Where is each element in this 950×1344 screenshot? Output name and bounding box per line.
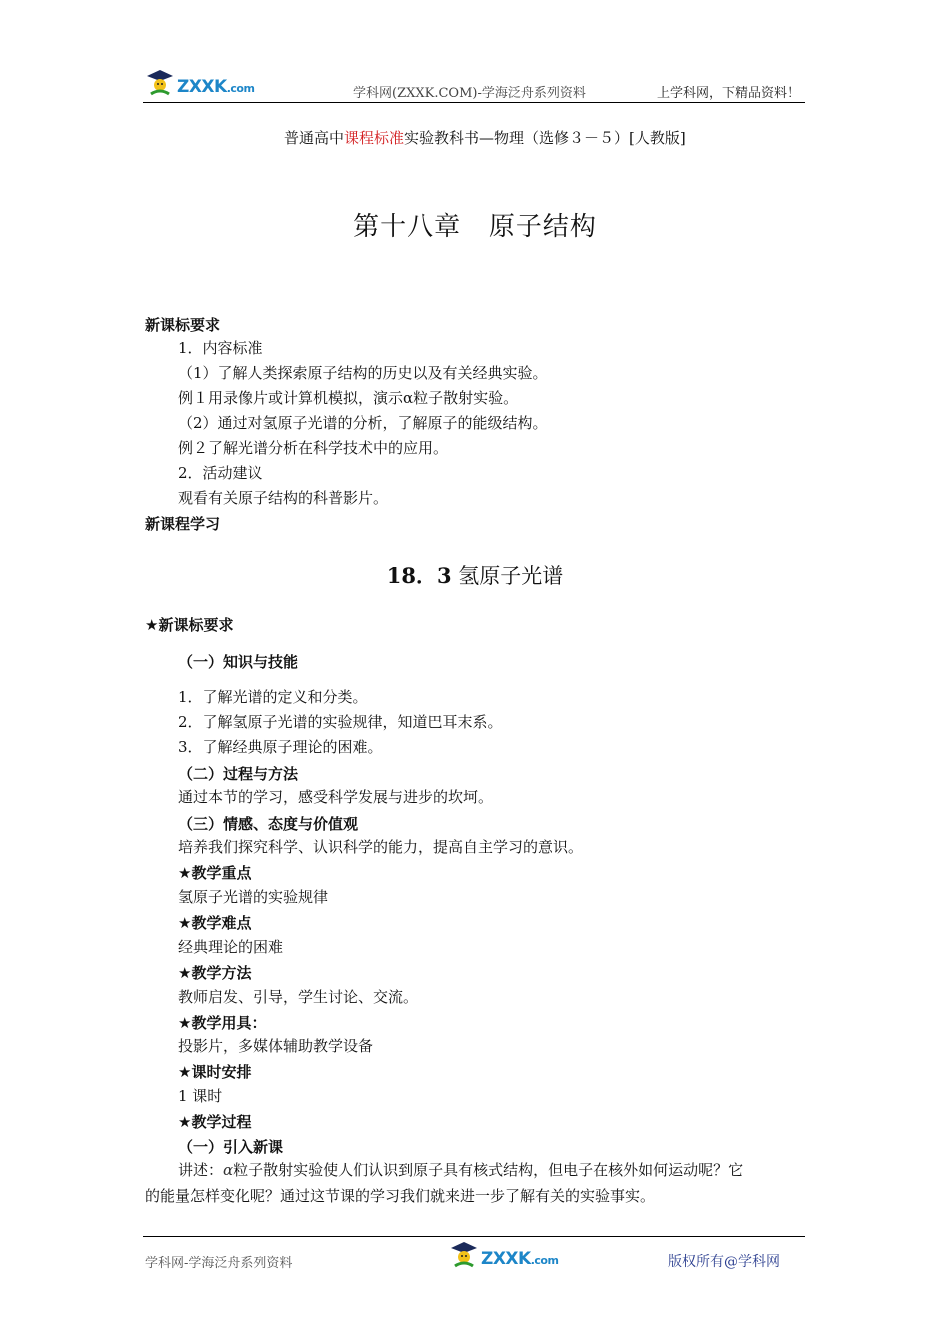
- graduate-mascot-icon: [447, 1240, 481, 1268]
- req-line: 例１用录像片或计算机模拟，演示α粒子散射实验。: [178, 389, 519, 407]
- difficulty-heading: ★教学难点: [178, 914, 252, 932]
- footer-copyright[interactable]: 版权所有@学科网: [668, 1254, 780, 1270]
- logo-text: ZXXK.com: [177, 77, 255, 97]
- time-text: 1 课时: [178, 1087, 223, 1105]
- course-subtitle: [284, 127, 686, 148]
- alpha-symbol: α: [223, 1161, 234, 1179]
- graduate-mascot-icon: [143, 68, 177, 96]
- footer-logo[interactable]: [447, 1240, 558, 1268]
- knowledge-item: 2．了解氢原子光谱的实验规律，知道巴耳末系。: [178, 713, 503, 731]
- study-heading: 新课程学习: [145, 515, 221, 533]
- lecture-text: 粒子散射实验使人们认识到原子具有核式结构，但电子在核外如何运动呢？它: [233, 1161, 744, 1179]
- req-line: 观看有关原子结构的科普影片。: [178, 489, 389, 507]
- header-slogan: 上学科网，下精品资料！: [657, 86, 801, 101]
- subtitle-part-a: 普通高中: [284, 129, 345, 147]
- req-line: 2．活动建议: [178, 464, 263, 482]
- difficulty-text: 经典理论的困难: [178, 938, 284, 956]
- footer-left-text: 学科网-学海泛舟系列资料: [145, 1256, 293, 1271]
- time-heading: ★课时安排: [178, 1063, 252, 1081]
- section-number: 18．3: [386, 563, 452, 588]
- knowledge-item: 3．了解经典原子理论的困难。: [178, 738, 383, 756]
- method-heading: ★教学方法: [178, 964, 252, 982]
- req-line: 1．内容标准: [178, 339, 263, 357]
- section-title: [0, 560, 950, 590]
- intro-heading: （一）引入新课: [178, 1138, 284, 1156]
- lecture-line-2: 的能量怎样变化呢？通过这节课的学习我们就来进一步了解有关的实验事实。: [145, 1187, 656, 1205]
- section-name: 氢原子光谱: [458, 564, 564, 588]
- emotion-heading: （三）情感、态度与价值观: [178, 815, 359, 833]
- process-heading: （二）过程与方法: [178, 765, 299, 783]
- subtitle-highlight: 课程标准: [344, 129, 405, 147]
- lecture-label: 讲述：: [178, 1161, 224, 1179]
- process-steps-heading: ★教学过程: [178, 1113, 252, 1131]
- req-line: （1）了解人类探索原子结构的历史以及有关经典实验。: [178, 364, 548, 382]
- tools-text: 投影片，多媒体辅助教学设备: [178, 1037, 374, 1055]
- emotion-text: 培养我们探究科学、认识科学的能力，提高自主学习的意识。: [178, 838, 584, 856]
- star-req-heading: ★新课标要求: [145, 616, 234, 634]
- subtitle-part-b: 实验教科书—物理（选修３－５）[人教版]: [404, 129, 686, 147]
- knowledge-heading: （一）知识与技能: [178, 653, 299, 671]
- lecture-line-1: [178, 1160, 743, 1180]
- tools-heading: ★教学用具：: [178, 1014, 267, 1032]
- knowledge-item: 1．了解光谱的定义和分类。: [178, 688, 368, 706]
- chapter-title: 第十八章 原子结构: [353, 212, 597, 242]
- header-logo[interactable]: [143, 68, 254, 96]
- process-text: 通过本节的学习，感受科学发展与进步的坎坷。: [178, 788, 494, 806]
- req-line: 例２了解光谱分析在科学技术中的应用。: [178, 439, 449, 457]
- req-heading: 新课标要求: [145, 316, 221, 334]
- req-line: （2）通过对氢原子光谱的分析，了解原子的能级结构。: [178, 414, 548, 432]
- key-text: 氢原子光谱的实验规律: [178, 888, 329, 906]
- footer-rule: [143, 1236, 805, 1237]
- header-site-text: 学科网(ZXXK.COM)-学海泛舟系列资料: [353, 86, 586, 101]
- logo-text: ZXXK.com: [481, 1249, 559, 1269]
- header-rule: [143, 102, 805, 103]
- key-heading: ★教学重点: [178, 864, 252, 882]
- method-text: 教师启发、引导，学生讨论、交流。: [178, 988, 419, 1006]
